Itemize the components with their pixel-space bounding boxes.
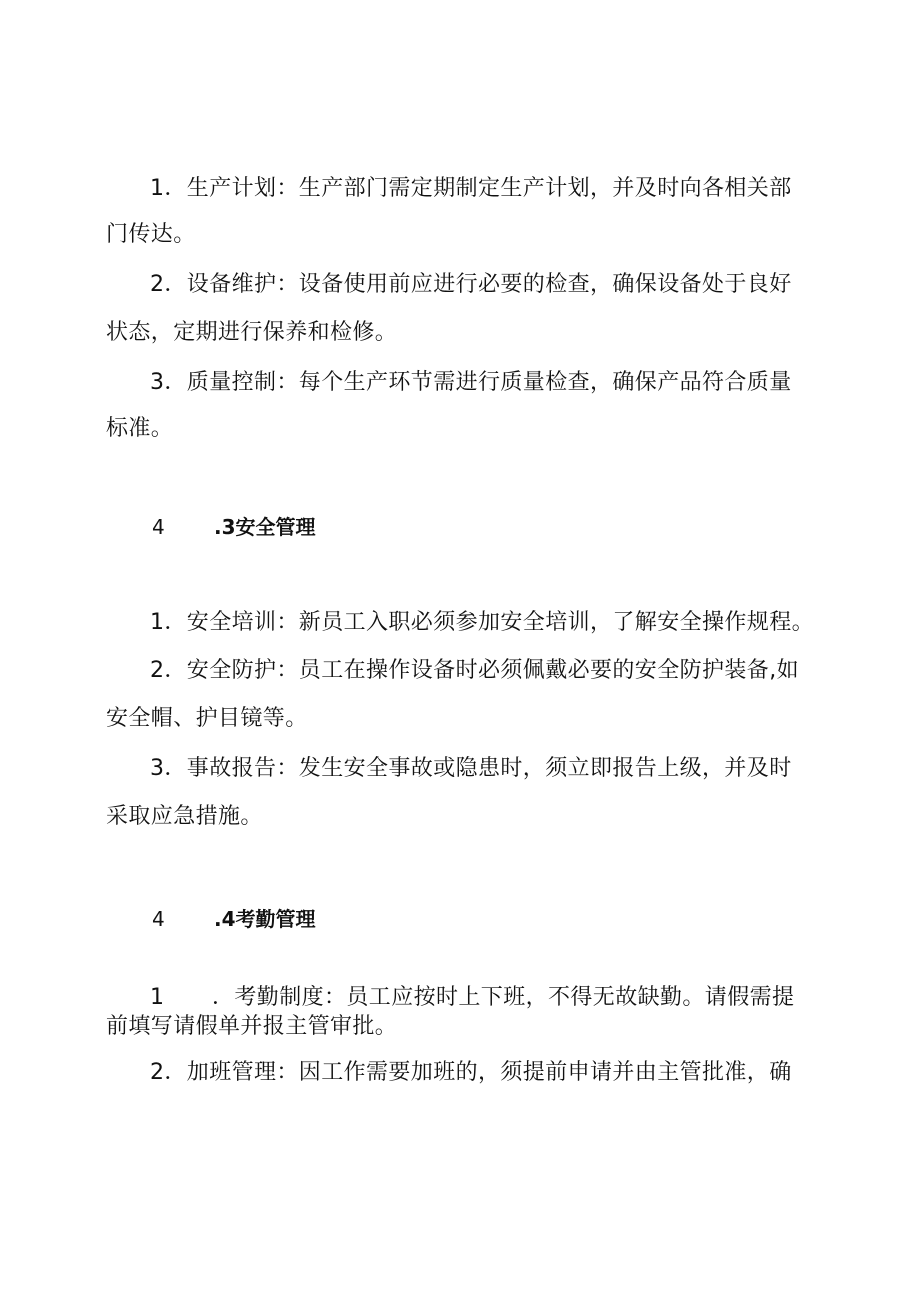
item-number: 1 [150, 985, 165, 1010]
section-heading-number: 4 [152, 515, 165, 539]
section-heading-safety [152, 512, 316, 542]
item-production-plan-line1: 1．生产计划：生产部门需定期制定生产计划，并及时向各相关部 [150, 176, 792, 201]
item-quality-control-line1: 3．质量控制：每个生产环节需进行质量检查，确保产品符合质量 [150, 370, 792, 395]
item-attendance-policy-line1 [150, 983, 794, 1013]
item-accident-report-line1: 3．事故报告：发生安全事故或隐患时，须立即报告上级，并及时 [150, 756, 792, 781]
section-heading-number: 4 [152, 907, 165, 931]
item-quality-control-line2: 标准。 [106, 416, 174, 441]
section-heading-attendance [152, 904, 316, 934]
item-safety-training-line1: 1．安全培训：新员工入职必须参加安全培训，了解安全操作规程。 [150, 610, 814, 635]
item-overtime-management-line1: 2．加班管理：因工作需要加班的，须提前申请并由主管批准，确 [150, 1060, 792, 1085]
item-equipment-maintenance-line2: 状态，定期进行保养和检修。 [106, 320, 398, 345]
section-heading-title: .3安全管理 [214, 515, 316, 539]
item-accident-report-line2: 采取应急措施。 [106, 804, 263, 829]
item-production-plan-line2: 门传达。 [106, 222, 196, 247]
item-safety-protection-line1: 2．安全防护：员工在操作设备时必须佩戴必要的安全防护装备,如 [150, 658, 799, 683]
item-text: ．考勤制度：员工应按时上下班，不得无故缺勤。请假需提 [212, 985, 795, 1010]
section-heading-title: .4考勤管理 [214, 907, 316, 931]
item-equipment-maintenance-line1: 2．设备维护：设备使用前应进行必要的检查，确保设备处于良好 [150, 272, 792, 297]
item-attendance-policy-line2: 前填写请假单并报主管审批。 [106, 1014, 398, 1039]
item-safety-protection-line2: 安全帽、护目镜等。 [106, 706, 308, 731]
